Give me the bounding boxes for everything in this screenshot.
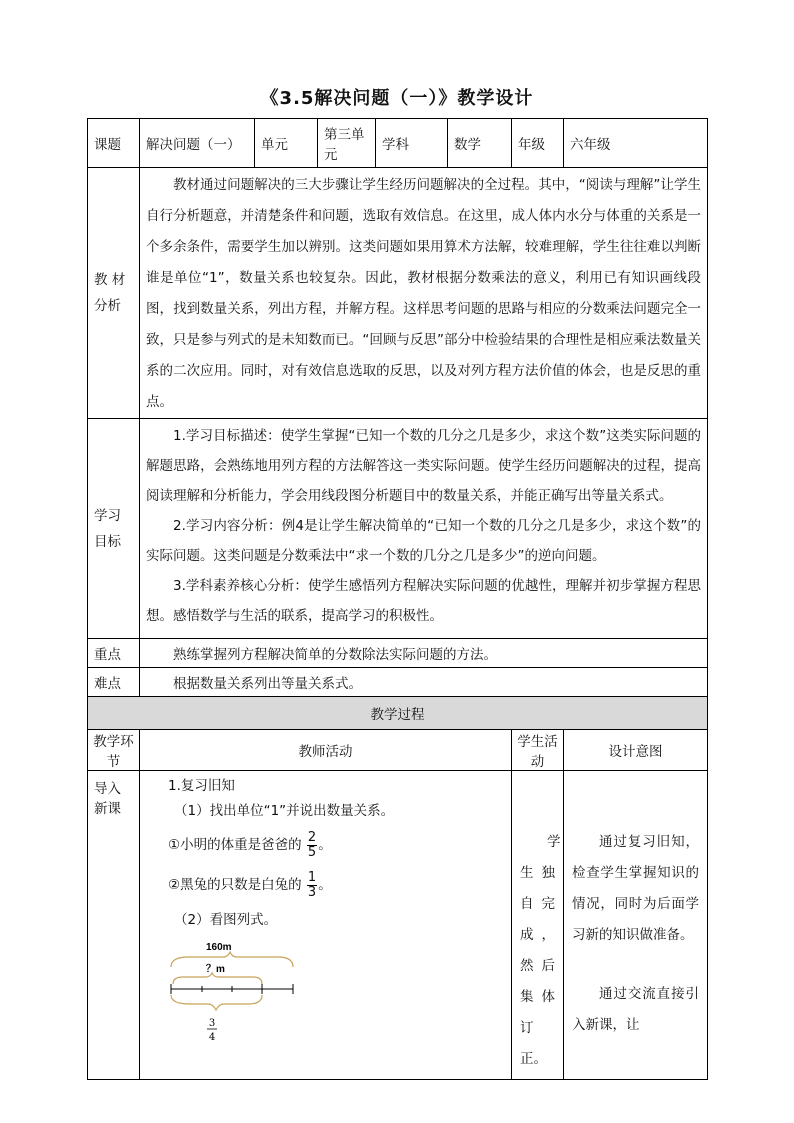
fraction-a-denominator: 5 — [307, 844, 317, 860]
diagram-fraction-numerator: 3 — [208, 1018, 216, 1029]
total-brace — [171, 952, 293, 967]
goals-paragraph-2: 2.学习内容分析：例4是让学生解决简单的“已知一个数的几分之几是多少，求这个数”的实际问题。这类问题是分数乘法中“求一个数的几分之几是多少”的逆向问题。 — [146, 518, 702, 564]
process-header-row — [88, 697, 708, 730]
review-line-a — [168, 825, 505, 865]
review-line-a-prefix: ①小明的体重是爸爸的 — [168, 837, 302, 853]
analysis-text: 教材通过问题解决的三大步骤让学生经历问题解决的全过程。其中，“阅读与理解”让学生自行分析题意，并清楚条件和问题，选取有效信息。在这里，成人体内水分与体重的关系是一个多余条件，需要学生加以辨别。这类问题如果用算术方法解，较难理解，学生往往难以判断谁是单位“1”，数量关系也较复杂。因此，教材根据分数乘法的意义，利用已有知识画线段图，找到数量关系，列出方程，并解方程。这样思考问题的思路与相应的分数乘法问题完全一致，只是参与列式的是未知数而已。“回顾与反思”部分中检验结果的合理性是相应乘法数量关系的二次应用。同时，对有效信息选取的反思，以及对列方程方法价值的体会，也是反思的重点。 — [146, 177, 702, 410]
col-teacher-header: 教师活动 — [140, 730, 512, 771]
difficulty-text: 根据数量关系列出等量关系式。 — [173, 676, 362, 692]
lesson-plan-table — [87, 118, 708, 1080]
review-line-b-suffix: 。 — [318, 877, 332, 893]
fraction-one-third — [307, 871, 317, 900]
fraction-b-denominator: 3 — [307, 884, 317, 900]
difficulty-label: 难点 — [88, 668, 140, 697]
review-question-2: （2）看图列式。 — [174, 912, 278, 928]
info-row — [88, 119, 708, 168]
unit-value: 第三单元 — [318, 119, 376, 168]
course-label: 课题 — [88, 119, 140, 168]
fraction-b-numerator: 1 — [307, 869, 317, 885]
stage-cell: 导入新课 — [88, 771, 140, 1080]
unit-label: 单元 — [255, 119, 318, 168]
review-line-a-suffix: 。 — [318, 837, 332, 853]
process-columns-row — [88, 730, 708, 771]
analysis-label — [88, 168, 140, 419]
goals-cell — [140, 419, 708, 639]
analysis-label-line1: 教 材 — [94, 272, 126, 288]
review-line-b-prefix: ②黑兔的只数是白兔的 — [168, 877, 302, 893]
goals-paragraph-1: 1.学习目标描述：使学生掌握“已知一个数的几分之几是多少，求这个数”这类实际问题的解题思路，会熟练地用列方程的方法解答这一类实际问题。使学生经历问题解决的过程，提高阅读理解和分析能力，学会用线段图分析题目中的数量关系，并能正确写出等量关系式。 — [146, 428, 702, 504]
intent-cell — [564, 771, 708, 1080]
col-stage-header: 教学环节 — [88, 730, 140, 771]
analysis-row — [88, 168, 708, 419]
goals-label — [88, 419, 140, 639]
goals-row — [88, 419, 708, 639]
diagram-fraction-denominator: 4 — [208, 1032, 216, 1043]
review-question-1: （1）找出单位“1”并说出数量关系。 — [174, 803, 395, 819]
analysis-label-line2: 分析 — [94, 298, 121, 314]
key-point-label: 重点 — [88, 639, 140, 668]
process-header: 教学过程 — [88, 697, 708, 730]
student-cell — [512, 771, 564, 1080]
review-line-b — [168, 865, 505, 905]
intent-paragraph-2: 通过交流直接引入新课，让 — [572, 986, 700, 1033]
difficulty-row — [88, 668, 708, 697]
difficulty-cell — [140, 668, 708, 697]
diagram-total-label: 160m — [206, 942, 232, 953]
fraction-a-numerator: 2 — [307, 829, 317, 845]
key-point-cell — [140, 639, 708, 668]
goals-paragraph-3: 3.学科素养核心分析：使学生感悟列方程解决实际问题的优越性，理解并初步掌握方程思想。感悟数学与生活的联系，提高学习的积极性。 — [146, 578, 702, 624]
intent-paragraph-1: 通过复习旧知，检查学生掌握知识的情况，同时为后面学习新的知识做准备。 — [572, 834, 700, 943]
analysis-cell — [140, 168, 708, 419]
grade-label: 年级 — [512, 119, 564, 168]
col-student-header: 学生活动 — [512, 730, 564, 771]
col-intent-header: 设计意图 — [564, 730, 708, 771]
subject-value: 数学 — [448, 119, 512, 168]
subject-label: 学科 — [376, 119, 448, 168]
fraction-brace — [171, 995, 262, 1010]
line-segment-diagram — [168, 937, 308, 1047]
process-content-row — [88, 771, 708, 1080]
goals-label-line1: 学习 — [94, 507, 121, 524]
review-heading: 1.复习旧知 — [168, 778, 235, 794]
diagram-unknown-label: ？m — [206, 964, 225, 975]
course-value: 解决问题（一） — [140, 119, 255, 168]
key-point-text: 熟练掌握列方程解决简单的分数除法实际问题的方法。 — [173, 647, 497, 663]
key-point-row — [88, 639, 708, 668]
page-title: 《3.5解决问题（一）》教学设计 — [260, 88, 534, 109]
grade-value: 六年级 — [564, 119, 708, 168]
goals-label-line2: 目标 — [94, 533, 121, 550]
fraction-two-fifths — [307, 831, 317, 860]
teacher-cell — [140, 771, 512, 1080]
student-activity-text: 学生独自完成，然后集体订正。 — [520, 834, 561, 1067]
